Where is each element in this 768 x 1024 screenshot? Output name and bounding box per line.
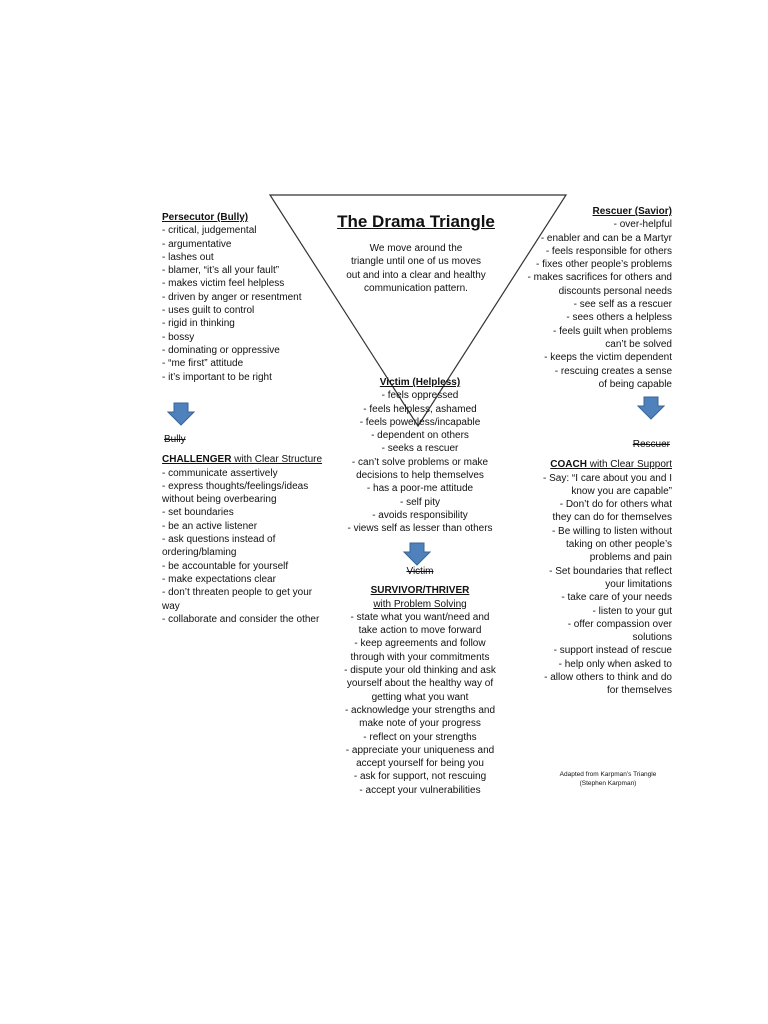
- list-item: know you are capable”: [571, 485, 672, 497]
- list-item: your limitations: [605, 578, 672, 590]
- list-item: of being capable: [598, 378, 672, 390]
- down-arrow-icon: [403, 542, 431, 566]
- list-item: - blamer, “it’s all your fault”: [162, 265, 280, 277]
- victim-section: [318, 376, 522, 536]
- list-item: - accept your vulnerabilities: [359, 784, 481, 796]
- list-item: - it’s important to be right: [162, 371, 272, 383]
- down-arrow-icon: [637, 396, 665, 420]
- list-item: - Say: “I care about you and I: [543, 472, 672, 484]
- rescuer-section: [528, 205, 673, 391]
- list-item: - “me first” attitude: [162, 358, 244, 370]
- list-item: - dispute your old thinking and ask: [344, 665, 496, 677]
- list-item: - sees others a helpless: [566, 312, 672, 324]
- list-item: - makes victim feel helpless: [162, 278, 285, 290]
- list-item: - rigid in thinking: [162, 318, 235, 330]
- list-item: - feels oppressed: [381, 390, 459, 402]
- challenger-heading: CHALLENGER with Clear Structure: [162, 454, 323, 466]
- list-item: - state what you want/need and: [350, 611, 490, 623]
- list-item: - reflect on your strengths: [363, 731, 477, 743]
- list-item: - dominating or oppressive: [162, 344, 280, 356]
- list-item: - acknowledge your strengths and: [344, 704, 496, 716]
- list-item: - see self as a rescuer: [573, 299, 672, 311]
- list-item: - keep agreements and follow: [354, 638, 486, 650]
- page-title: The Drama Triangle: [337, 212, 495, 231]
- down-arrow-icon: [167, 402, 195, 426]
- persecutor-heading: Persecutor (Bully): [162, 212, 249, 223]
- list-item: for themselves: [606, 685, 672, 697]
- list-item: - ask questions instead of: [162, 534, 276, 546]
- list-item: take action to move forward: [358, 625, 482, 637]
- struck-role-label: Victim: [406, 566, 434, 577]
- list-item: - Don’t do for others what: [559, 499, 672, 511]
- list-item: - views self as lesser than others: [347, 523, 493, 535]
- list-item: - makes sacrifices for others and: [527, 272, 672, 284]
- list-item: - enabler and can be a Martyr: [540, 232, 672, 244]
- list-item: - uses guilt to control: [162, 305, 255, 317]
- list-item: - feels responsible for others: [545, 245, 672, 257]
- list-item: - be accountable for yourself: [162, 560, 289, 572]
- list-item: - set boundaries: [162, 507, 234, 519]
- coach-heading: COACH with Clear Support: [550, 459, 672, 471]
- list-item: - critical, judgemental: [162, 225, 257, 237]
- list-item: solutions: [632, 632, 672, 644]
- list-item: - self pity: [399, 496, 440, 508]
- list-item: - bossy: [162, 331, 195, 343]
- list-item: - rescuing creates a sense: [554, 365, 672, 377]
- list-item: - communicate assertively: [162, 467, 278, 479]
- list-item: - feels powerless/incapable: [359, 416, 481, 428]
- list-item: - allow others to think and do: [544, 672, 672, 684]
- persecutor-new-section: [162, 433, 322, 626]
- intro-text: We move around the triangle until one of us moves out and into a clear and healthy communication pattern.: [346, 243, 486, 294]
- list-item: - seeks a rescuer: [381, 443, 459, 455]
- list-item: - collaborate and consider the other: [162, 613, 320, 625]
- list-item: - appreciate your uniqueness and: [345, 744, 495, 756]
- rescuer-heading: Rescuer (Savior): [592, 206, 672, 217]
- list-item: discounts personal needs: [558, 285, 672, 297]
- list-item: through with your commitments: [350, 651, 490, 663]
- victim-heading: Victim (Helpless): [379, 377, 461, 388]
- list-item: - Set boundaries that reflect: [549, 565, 672, 577]
- list-item: - be an active listener: [162, 520, 258, 532]
- list-item: - driven by anger or resentment: [162, 291, 302, 303]
- list-item: can’t be solved: [605, 338, 672, 350]
- list-item: without being overbearing: [162, 494, 277, 506]
- list-item: - keeps the victim dependent: [544, 352, 672, 364]
- survivor-subheading: with Problem Solving: [373, 598, 467, 610]
- list-item: - dependent on others: [371, 430, 469, 442]
- list-item: - feels guilt when problems: [553, 325, 672, 337]
- list-item: problems and pain: [589, 552, 672, 564]
- list-item: - support instead of rescue: [553, 645, 672, 657]
- struck-role-label: Bully: [164, 434, 186, 445]
- list-item: - express thoughts/feelings/ideas: [162, 480, 309, 492]
- list-item: - can’t solve problems or make: [351, 456, 489, 468]
- struck-role-label: Rescuer: [632, 439, 670, 450]
- list-item: - avoids responsibility: [372, 509, 468, 521]
- victim-new-section: [318, 565, 522, 797]
- list-item: - help only when asked to: [558, 658, 672, 670]
- survivor-heading: SURVIVOR/THRIVER: [370, 585, 470, 597]
- list-item: - take care of your needs: [561, 592, 672, 604]
- list-item: make note of your progress: [359, 718, 481, 730]
- list-item: getting what you want: [371, 691, 469, 703]
- source-credit: Adapted from Karpman’s Triangle (Stephen Karpman): [559, 771, 657, 787]
- list-item: - argumentative: [162, 238, 232, 250]
- list-item: - has a poor-me attitude: [366, 483, 474, 495]
- list-item: ordering/blaming: [162, 547, 237, 559]
- list-item: - offer compassion over: [567, 618, 672, 630]
- list-item: - make expectations clear: [162, 573, 276, 585]
- rescuer-new-section: [543, 438, 672, 698]
- list-item: - over-helpful: [613, 219, 672, 231]
- list-item: - ask for support, not rescuing: [353, 771, 487, 783]
- list-item: - fixes other people’s problems: [536, 259, 672, 271]
- list-item: yourself about the healthy way of: [346, 678, 494, 690]
- list-item: accept yourself for being you: [356, 758, 484, 770]
- list-item: decisions to help themselves: [356, 470, 484, 482]
- persecutor-section: [162, 211, 302, 384]
- list-item: - lashes out: [162, 251, 214, 263]
- list-item: they can do for themselves: [552, 512, 672, 524]
- list-item: way: [162, 600, 180, 612]
- list-item: - Be willing to listen without: [551, 525, 672, 537]
- list-item: - listen to your gut: [592, 605, 672, 617]
- list-item: taking on other people’s: [565, 539, 672, 551]
- list-item: - don’t threaten people to get your: [162, 587, 313, 599]
- list-item: - feels helpless, ashamed: [363, 403, 477, 415]
